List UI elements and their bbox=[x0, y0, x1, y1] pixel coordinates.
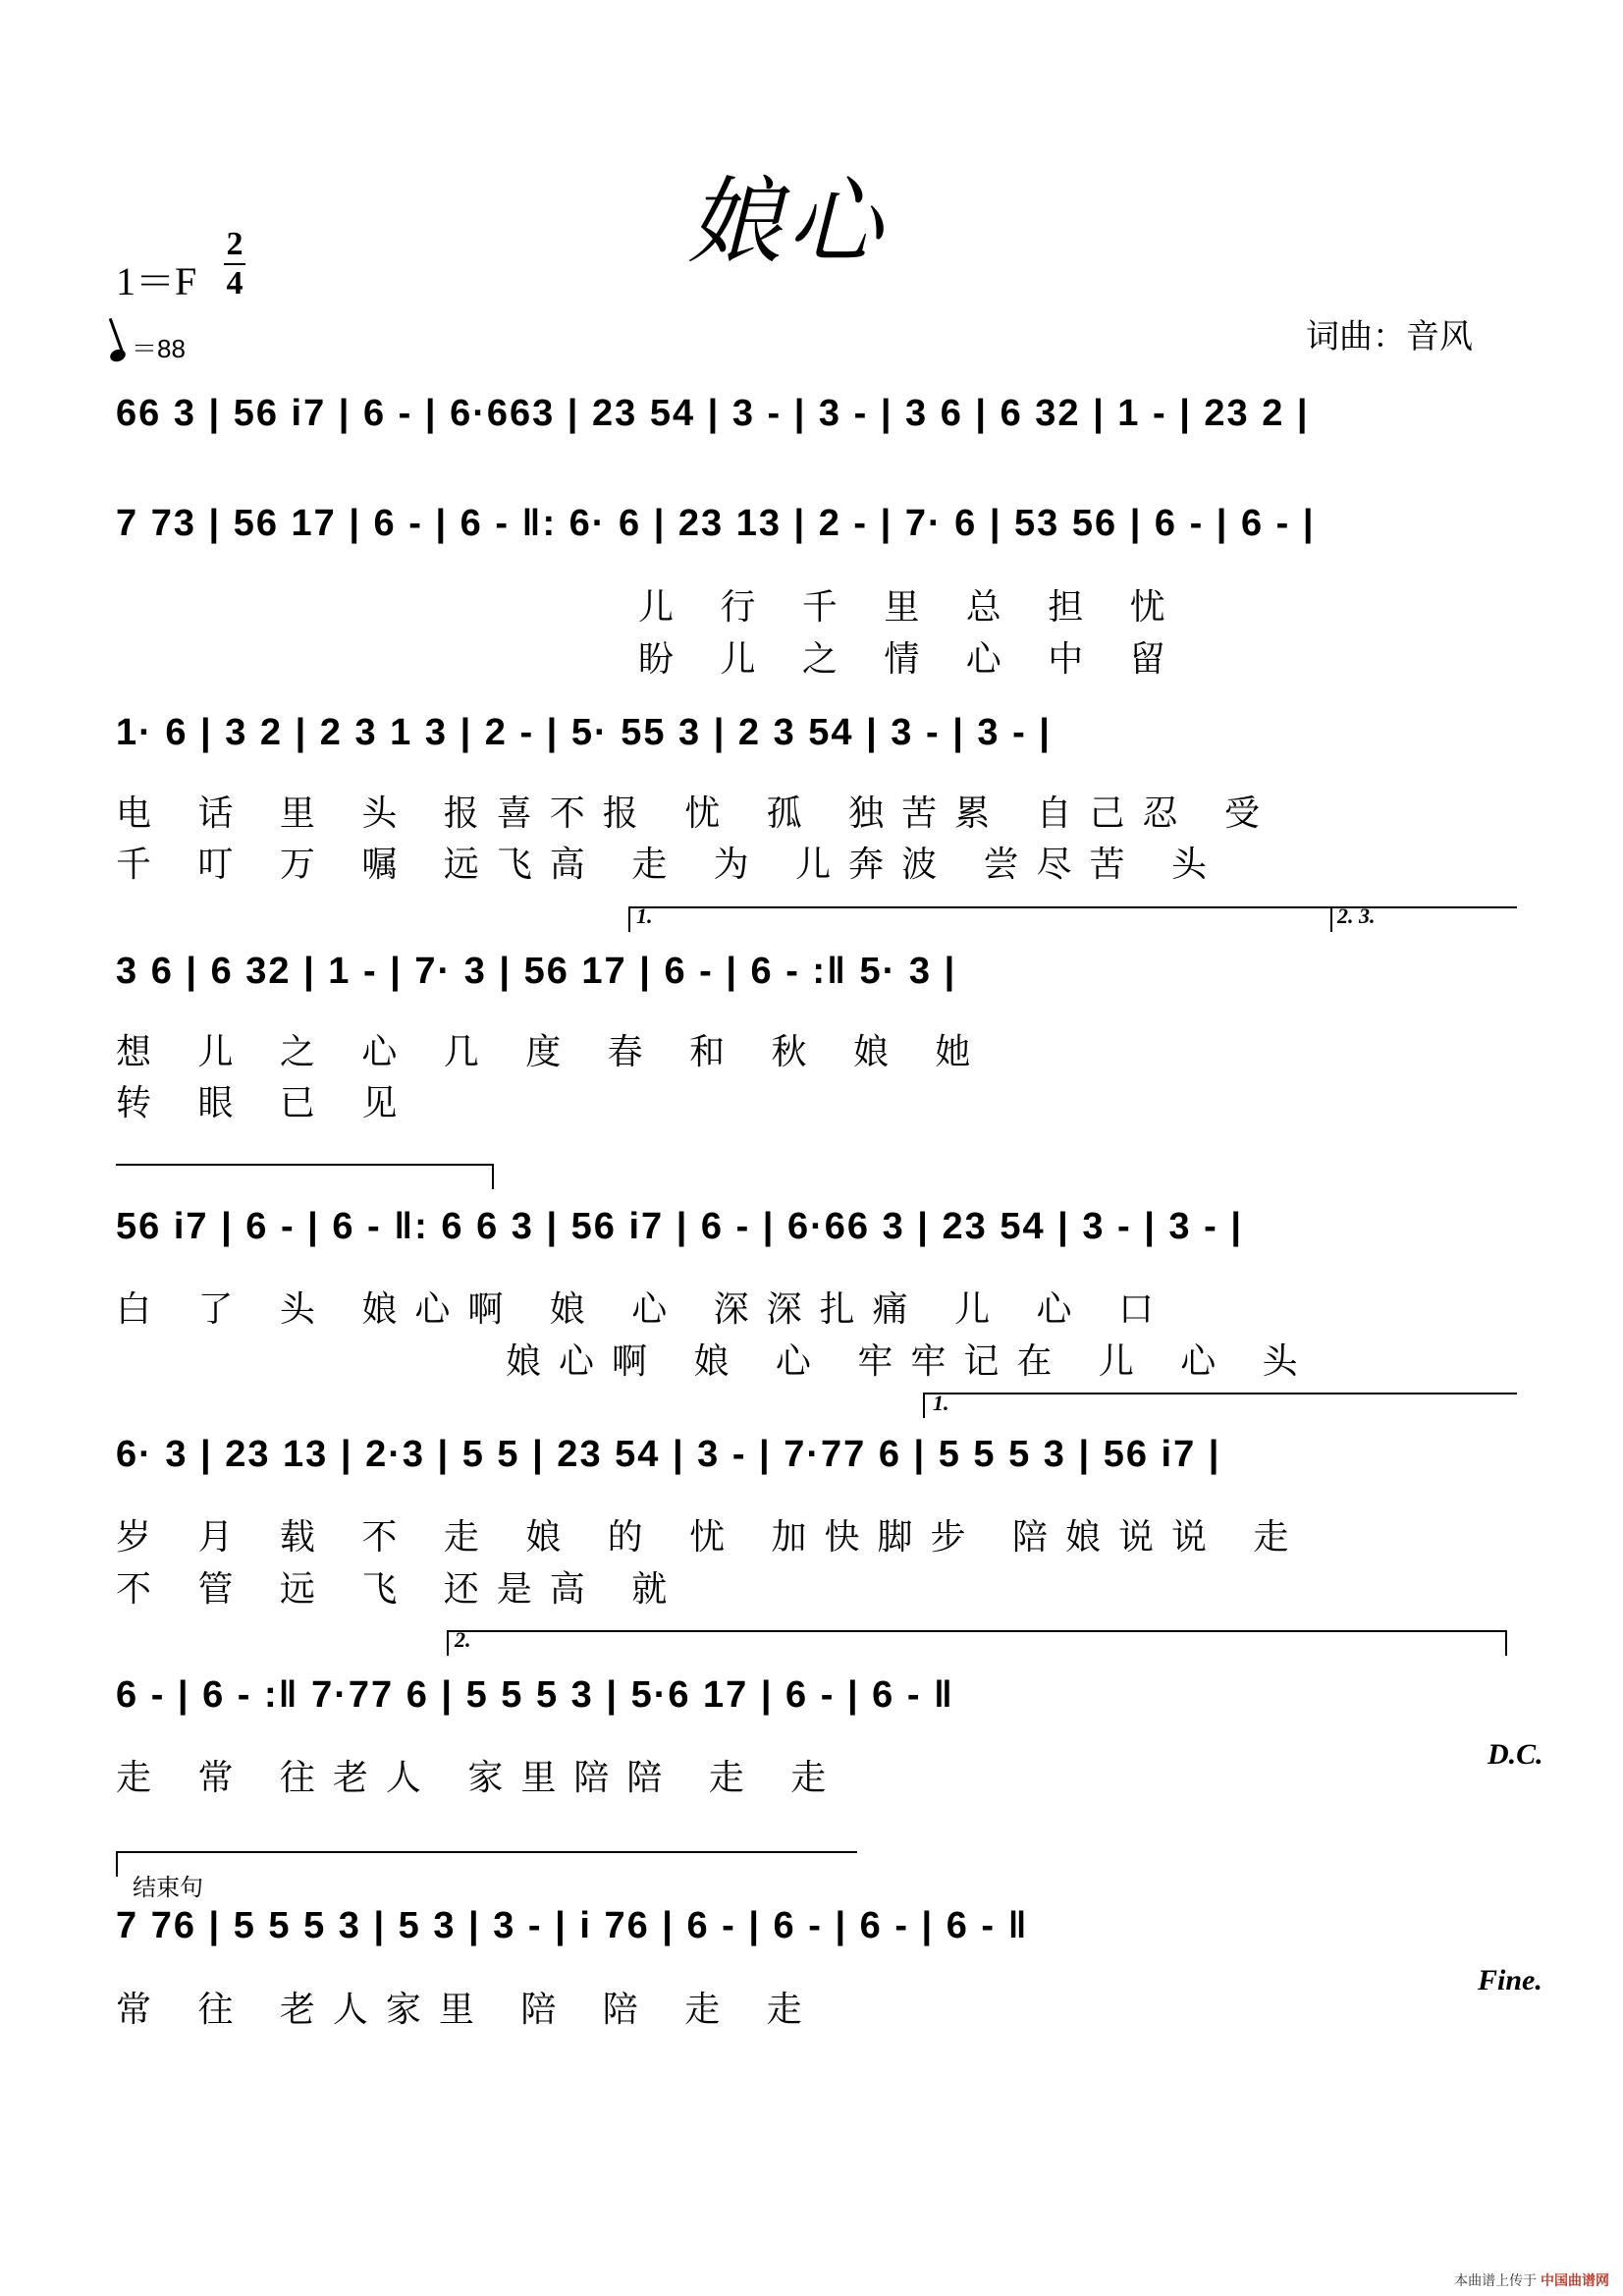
time-signature-bottom: 4 bbox=[226, 265, 243, 301]
coda-bracket-line bbox=[116, 1851, 857, 1853]
time-signature-top: 2 bbox=[226, 226, 243, 262]
credits: 词曲：音风 bbox=[1306, 317, 1473, 356]
song-title: 娘心 bbox=[687, 167, 888, 277]
lyric-line-5b: 娘心啊 娘 心 牢牢记在 儿 心 头 bbox=[506, 1341, 1316, 1382]
footer-text: 本曲谱上传于 bbox=[1454, 2272, 1538, 2288]
coda-bracket-tick bbox=[116, 1851, 118, 1877]
lyric-line-7: 走 常 往老人 家里陪陪 走 走 bbox=[116, 1758, 844, 1798]
lyric-line-2b: 盼 儿 之 情 心 中 留 bbox=[638, 639, 1183, 680]
tempo-marking bbox=[110, 329, 186, 365]
lyric-line-6b: 不 管 远 飞 还是高 就 bbox=[116, 1569, 685, 1610]
notation-line-5: 56 i7 | 6 - | 6 - ‖: 6 6 3 | 56 i7 | 6 - | 6·66 3 | 23 54 | 3 - | 3 - | bbox=[116, 1206, 1243, 1247]
ending-bracket-tick-2 bbox=[1330, 906, 1332, 932]
lyric-line-8: 常 往 老人家里 陪 陪 走 走 bbox=[116, 1990, 820, 2030]
ending-bracket-tick-3 bbox=[923, 1393, 925, 1418]
second-ending-label: 2. bbox=[455, 1627, 471, 1652]
fine-marking: Fine. bbox=[1478, 1964, 1542, 1996]
notation-line-3: 1· 6 | 3 2 | 2 3 1 3 | 2 - | 5· 55 3 | 2 3 54 | 3 - | 3 - | bbox=[116, 712, 1052, 753]
ending-bracket-tick-5 bbox=[1505, 1630, 1507, 1656]
ending-bracket-line-1 bbox=[628, 906, 1517, 908]
first-ending-label: 1. bbox=[636, 903, 653, 928]
ending-bracket-line-3 bbox=[447, 1630, 1507, 1632]
ending-bracket-line-2 bbox=[923, 1393, 1517, 1394]
ending-bracket-tick-4 bbox=[447, 1630, 449, 1656]
lyric-line-5a: 白 了 头 娘心啊 娘 心 深深扎痛 儿 心 口 bbox=[116, 1289, 1171, 1330]
notation-line-2: 7 73 | 56 17 | 6 - | 6 - ‖: 6· 6 | 23 13 | 2 - | 7· 6 | 53 56 | 6 - | 6 - | bbox=[116, 503, 1316, 544]
coda-label: 结束句 bbox=[133, 1874, 203, 1901]
key-signature: 1＝F bbox=[116, 259, 197, 303]
lyric-line-3a: 电 话 里 头 报喜不报 忧 孤 独苦累 自己忍 受 bbox=[116, 793, 1277, 834]
first-ending-label-2: 1. bbox=[933, 1391, 949, 1415]
notation-line-6: 6· 3 | 23 13 | 2·3 | 5 5 | 23 54 | 3 - | 7·77 6 | 5 5 5 3 | 56 i7 | bbox=[116, 1434, 1221, 1475]
ending-continuation-tick bbox=[492, 1164, 494, 1189]
notation-line-8: 7 76 | 5 5 5 3 | 5 3 | 3 - | i 76 | 6 - | 6 - | 6 - | 6 - ‖ bbox=[116, 1905, 1029, 1946]
ending-continuation-line bbox=[116, 1164, 494, 1166]
notation-line-7: 6 - | 6 - :‖ 7·77 6 | 5 5 5 3 | 5·6 17 | 6 - | 6 - ‖ bbox=[116, 1674, 954, 1716]
footer-site-logo: 中国曲谱网 bbox=[1541, 2272, 1609, 2288]
lyric-line-4b: 转 眼 已 见 bbox=[116, 1083, 415, 1123]
lyric-line-3b: 千 叮 万 嘱 远飞高 走 为 儿奔波 尝尽苦 头 bbox=[116, 845, 1224, 885]
quarter-note-icon bbox=[108, 348, 127, 364]
lyric-line-6a: 岁 月 载 不 走 娘 的 忧 加快脚步 陪娘说说 走 bbox=[116, 1517, 1307, 1558]
second-third-ending-label: 2. 3. bbox=[1337, 903, 1376, 928]
tempo-value: ＝88 bbox=[132, 334, 186, 363]
time-signature bbox=[224, 228, 245, 301]
dc-marking: D.C. bbox=[1488, 1738, 1543, 1771]
notation-line-1: 66 3 | 56 i7 | 6 - | 6·663 | 23 54 | 3 - | 3 - | 3 6 | 6 32 | 1 - | 23 2 | bbox=[116, 393, 1310, 434]
lyric-line-4a: 想 儿 之 心 几 度 春 和 秋 娘 她 bbox=[116, 1032, 989, 1072]
ending-bracket-tick-1 bbox=[628, 906, 630, 932]
lyric-line-2a: 儿 行 千 里 总 担 忧 bbox=[638, 587, 1183, 628]
footer-watermark bbox=[1454, 2270, 1609, 2290]
notation-line-4: 3 6 | 6 32 | 1 - | 7· 3 | 56 17 | 6 - | 6 - :‖ 5· 3 | bbox=[116, 951, 957, 992]
